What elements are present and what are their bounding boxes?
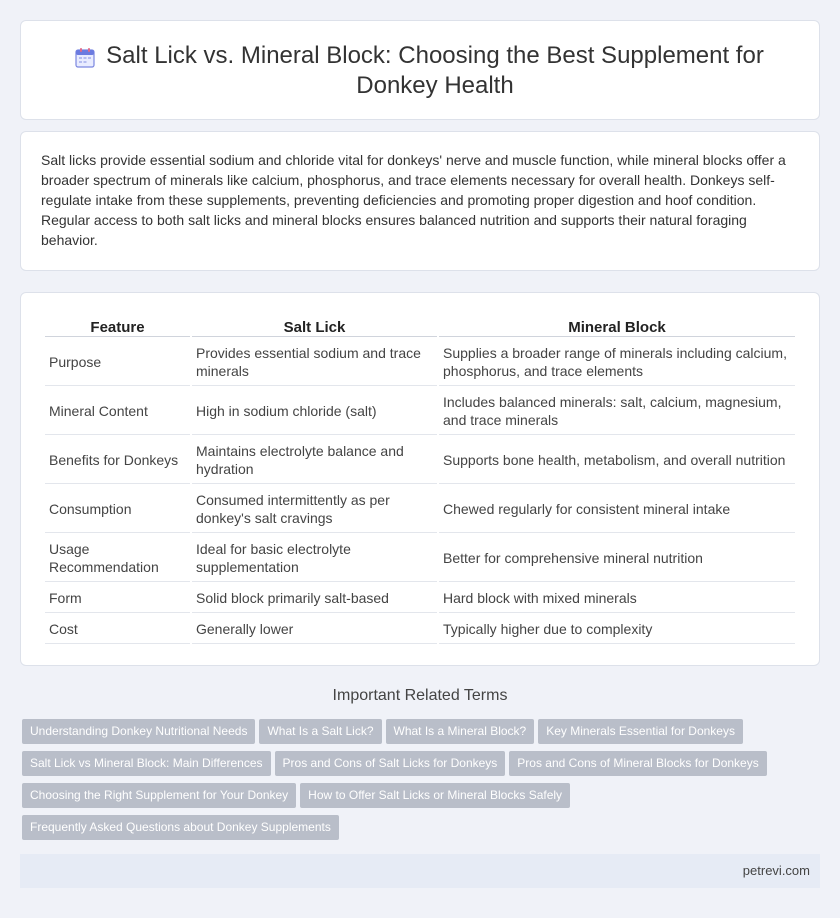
related-tag[interactable]: Frequently Asked Questions about Donkey Supplements: [22, 815, 339, 840]
table-row: [45, 339, 795, 386]
header-card: [20, 20, 820, 120]
cell-salt-lick: Provides essential sodium and trace minerals: [192, 339, 437, 386]
cell-feature: Purpose: [45, 339, 190, 386]
table-row: [45, 486, 795, 533]
related-terms-tags: [22, 719, 812, 847]
table-row: [45, 615, 795, 644]
cell-salt-lick: Solid block primarily salt-based: [192, 584, 437, 613]
footer-site-link[interactable]: petrevi.com: [742, 863, 810, 878]
intro-text: Salt licks provide essential sodium and chloride vital for donkeys' nerve and muscle function, while mineral blocks offer a broader spectrum of minerals like calcium, phosphorus, and trace elements necessary for overall health. Donkeys self-regulate intake from these supplements, preventing deficiencies and promoting proper digestion and hoof condition. Regular access to both salt licks and mineral blocks ensures balanced nutrition and supports their natural foraging behavior.: [41, 152, 786, 248]
related-tag[interactable]: Pros and Cons of Salt Licks for Donkeys: [275, 751, 506, 776]
table-header-row: [45, 315, 795, 337]
cell-salt-lick: High in sodium chloride (salt): [192, 388, 437, 435]
table-row: [45, 535, 795, 582]
cell-feature: Mineral Content: [45, 388, 190, 435]
cell-feature: Benefits for Donkeys: [45, 437, 190, 484]
intro-card: [20, 131, 820, 271]
related-tag[interactable]: Choosing the Right Supplement for Your Donkey: [22, 783, 296, 808]
table-row: [45, 584, 795, 613]
cell-salt-lick: Ideal for basic electrolyte supplementation: [192, 535, 437, 582]
cell-mineral-block: Chewed regularly for consistent mineral intake: [439, 486, 795, 533]
related-tag[interactable]: What Is a Mineral Block?: [386, 719, 535, 744]
cell-mineral-block: Hard block with mixed minerals: [439, 584, 795, 613]
page-title: Salt Lick vs. Mineral Block: Choosing the Best Supplement for Donkey Health: [106, 42, 764, 99]
cell-feature: Form: [45, 584, 190, 613]
cell-mineral-block: Includes balanced minerals: salt, calcium, magnesium, and trace minerals: [439, 388, 795, 435]
comparison-table: [43, 313, 797, 646]
cell-salt-lick: Generally lower: [192, 615, 437, 644]
header-mineral-block: Mineral Block: [439, 315, 795, 337]
cell-feature: Usage Recommendation: [45, 535, 190, 582]
table-row: [45, 437, 795, 484]
cell-mineral-block: Supports bone health, metabolism, and overall nutrition: [439, 437, 795, 484]
related-tag[interactable]: How to Offer Salt Licks or Mineral Blocks Safely: [300, 783, 570, 808]
cell-mineral-block: Typically higher due to complexity: [439, 615, 795, 644]
footer: [20, 854, 820, 888]
table-row: [45, 388, 795, 435]
header-salt-lick: Salt Lick: [192, 315, 437, 337]
related-tag[interactable]: Pros and Cons of Mineral Blocks for Donkeys: [509, 751, 766, 776]
related-tag[interactable]: What Is a Salt Lick?: [259, 719, 381, 744]
cell-salt-lick: Consumed intermittently as per donkey's salt cravings: [192, 486, 437, 533]
cell-mineral-block: Better for comprehensive mineral nutrition: [439, 535, 795, 582]
header-feature: Feature: [45, 315, 190, 337]
comparison-table-card: [20, 292, 820, 666]
related-tag[interactable]: Salt Lick vs Mineral Block: Main Differences: [22, 751, 271, 776]
cell-salt-lick: Maintains electrolyte balance and hydration: [192, 437, 437, 484]
related-tag[interactable]: Key Minerals Essential for Donkeys: [538, 719, 743, 744]
cell-feature: Consumption: [45, 486, 190, 533]
cell-feature: Cost: [45, 615, 190, 644]
cell-mineral-block: Supplies a broader range of minerals including calcium, phosphorus, and trace elements: [439, 339, 795, 386]
related-terms-title: Important Related Terms: [332, 687, 508, 704]
related-tag[interactable]: Understanding Donkey Nutritional Needs: [22, 719, 255, 744]
